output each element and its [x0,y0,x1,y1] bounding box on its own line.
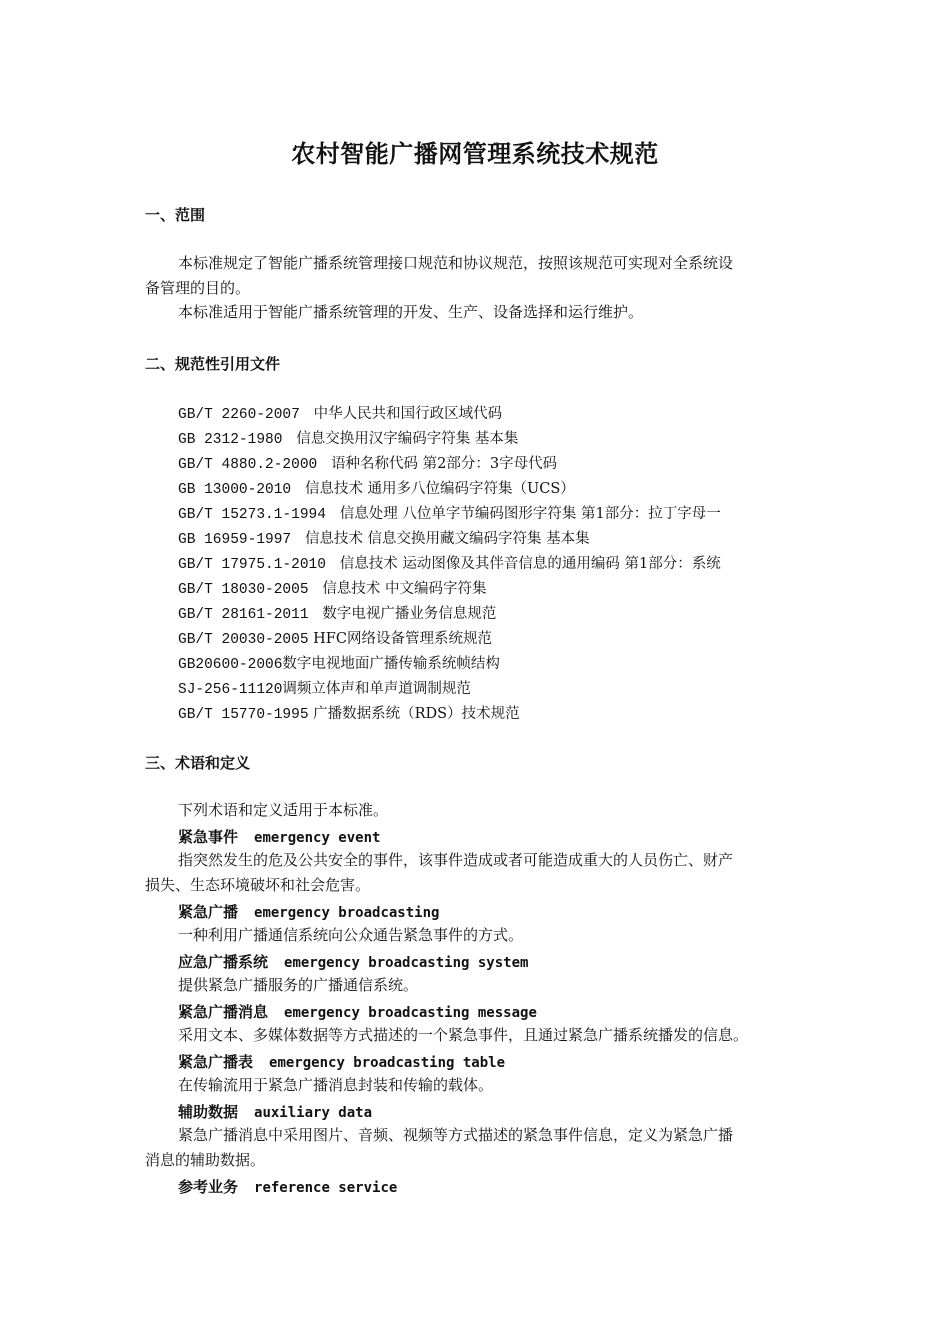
reference-item [178,677,471,698]
reference-name: 调频立体声和单声道调制规范 [282,681,471,697]
reference-item [178,627,492,648]
reference-code: GB/T 15273.1-1994 [178,507,326,523]
term-zh: 辅助数据 [178,1103,239,1121]
term-definition: 在传输流用于紧急广播消息封装和传输的载体。 [178,1076,494,1094]
reference-code: GB/T 2260-2007 [178,407,300,423]
reference-item [178,552,721,573]
reference-item [178,652,500,673]
term-en: emergency broadcasting system [284,955,529,971]
term-zh: 紧急事件 [178,828,239,846]
reference-code: GB/T 15770-1995 [178,707,309,723]
reference-name: 信息技术 信息交换用藏文编码字符集 基本集 [304,531,590,547]
reference-code: GB20600-2006 [178,657,283,673]
reference-item [178,477,575,498]
term-en: emergency broadcasting table [269,1055,506,1071]
term-heading [178,951,528,972]
reference-name: HFC网络设备管理系统规范 [313,631,492,647]
term-en: reference service [254,1180,398,1196]
reference-name: 数字电视地面广播传输系统帧结构 [282,656,500,672]
reference-code: GB/T 18030-2005 [178,582,309,598]
term-definition: 指突然发生的危及公共安全的事件，该事件造成或者可能造成重大的人员伤亡、财产 [178,851,734,869]
term-heading [178,1176,397,1197]
reference-code: GB 16959-1997 [178,532,292,548]
reference-name: 信息处理 八位单字节编码图形字符集 第1部分：拉丁字母一 [339,506,721,522]
term-zh: 参考业务 [178,1178,239,1196]
reference-code: GB/T 4880.2-2000 [178,457,318,473]
term-heading [178,901,439,922]
reference-item [178,402,502,423]
reference-name: 语种名称代码 第2部分：3字母代码 [331,456,558,472]
term-en: emergency broadcasting [254,905,440,921]
reference-name: 广播数据系统（RDS）技术规范 [313,706,520,722]
reference-code: GB/T 17975.1-2010 [178,557,326,573]
reference-item [178,602,496,623]
term-heading [178,1001,537,1022]
term-definition: 一种利用广播通信系统向公众通告紧急事件的方式。 [178,926,524,944]
reference-code: GB 13000-2010 [178,482,292,498]
reference-code: GB 2312-1980 [178,432,283,448]
paragraph: 下列术语和定义适用于本标准。 [178,801,389,819]
term-definition: 紧急广播消息中采用图片、音频、视频等方式描述的紧急事件信息，定义为紧急广播 [178,1126,734,1144]
term-zh: 紧急广播表 [178,1053,254,1071]
section-heading-scope: 一、范围 [145,206,206,224]
section-heading-terms: 三、术语和定义 [145,754,251,772]
term-en: emergency event [254,830,381,846]
term-zh: 紧急广播消息 [178,1003,269,1021]
reference-code: GB/T 28161-2011 [178,607,309,623]
reference-item [178,502,721,523]
reference-item [178,527,590,548]
term-en: emergency broadcasting message [284,1005,537,1021]
term-definition: 消息的辅助数据。 [145,1151,266,1169]
term-heading [178,826,380,847]
reference-name: 信息交换用汉字编码字符集 基本集 [296,431,519,447]
reference-item [178,427,518,448]
term-en: auxiliary data [254,1105,373,1121]
term-heading [178,1051,505,1072]
reference-item [178,452,557,473]
reference-name: 信息技术 中文编码字符集 [322,581,487,597]
reference-code: GB/T 20030-2005 [178,632,309,648]
document-title: 农村智能广播网管理系统技术规范 [291,140,659,168]
section-heading-references: 二、规范性引用文件 [145,355,281,373]
term-zh: 应急广播系统 [178,953,269,971]
paragraph: 备管理的目的。 [145,279,251,297]
reference-code: SJ-256-11120 [178,682,283,698]
term-zh: 紧急广播 [178,903,239,921]
term-definition: 提供紧急广播服务的广播通信系统。 [178,976,419,994]
reference-name: 信息技术 通用多八位编码字符集（UCS） [304,481,575,497]
term-definition: 损失、生态环境破坏和社会危害。 [145,876,371,894]
reference-name: 数字电视广播业务信息规范 [322,606,497,622]
reference-item [178,702,520,723]
paragraph: 本标准规定了智能广播系统管理接口规范和协议规范，按照该规范可实现对全系统设 [178,254,734,272]
reference-name: 信息技术 运动图像及其伴音信息的通用编码 第1部分：系统 [339,556,721,572]
term-heading [178,1101,372,1122]
term-definition: 采用文本、多媒体数据等方式描述的一个紧急事件，且通过紧急广播系统播发的信息。 [178,1026,749,1044]
paragraph: 本标准适用于智能广播系统管理的开发、生产、设备选择和运行维护。 [178,303,644,321]
reference-item [178,577,486,598]
reference-name: 中华人民共和国行政区域代码 [313,406,503,422]
